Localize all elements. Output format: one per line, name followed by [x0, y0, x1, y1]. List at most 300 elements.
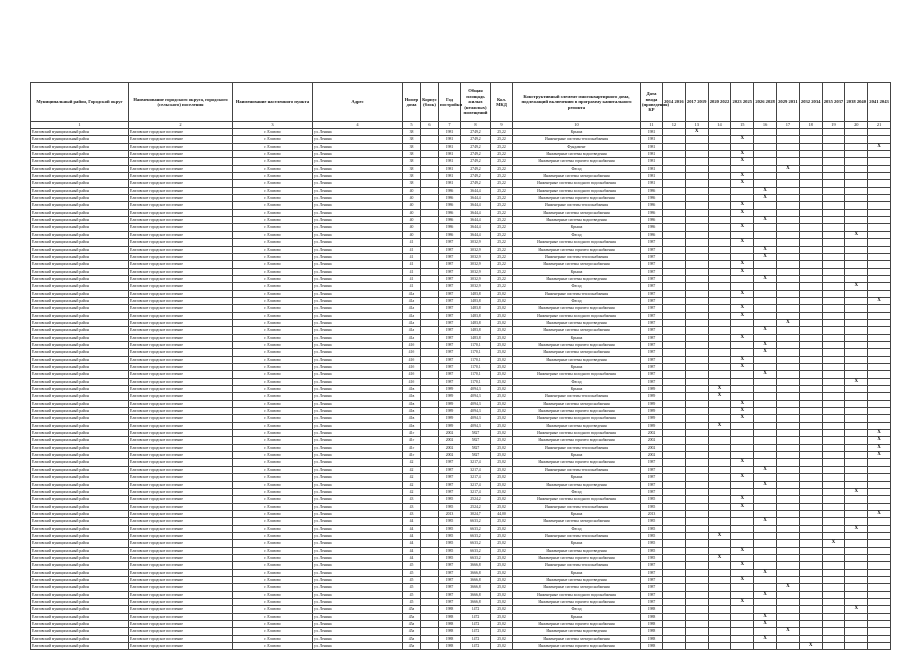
street-cell: ул. Ленина	[313, 180, 403, 187]
table-row	[31, 187, 891, 194]
period-cell	[663, 444, 686, 451]
column-header: 2038 2040	[845, 83, 868, 122]
table-row	[31, 143, 891, 150]
house-number-cell: 41а	[403, 305, 421, 312]
period-cell	[685, 452, 708, 459]
column-header: Конструктивный элемент многоквартирного дома, подлежащий включению в программу капитального ремонта	[513, 83, 641, 122]
period-cell	[868, 253, 891, 260]
period-cell	[822, 341, 845, 348]
period-cell	[822, 599, 845, 606]
period-cell	[708, 400, 731, 407]
table-row	[31, 327, 891, 334]
period-cell	[731, 327, 754, 334]
table-row	[31, 180, 891, 187]
period-cell	[799, 364, 822, 371]
street-cell: ул. Ленина	[313, 224, 403, 231]
settlement-cell: Елизовское городское поселение	[129, 547, 233, 554]
commission-date-cell: 1985	[641, 532, 663, 539]
period-cell: X	[708, 554, 731, 561]
district-cell: Елизовский муниципальный район	[31, 151, 129, 158]
block-cell	[421, 173, 439, 180]
district-cell: Елизовский муниципальный район	[31, 378, 129, 385]
period-cell	[799, 393, 822, 400]
period-cell	[822, 378, 845, 385]
period-cell	[868, 621, 891, 628]
period-cell	[663, 268, 686, 275]
period-cell	[845, 466, 868, 473]
element-cell: Инженерные системы холодного водоснабжения	[513, 312, 641, 319]
period-cell	[799, 591, 822, 598]
period-cell	[822, 187, 845, 194]
period-cell	[822, 584, 845, 591]
table-row	[31, 496, 891, 503]
house-number-cell: 38	[403, 136, 421, 143]
period-cell: X	[731, 408, 754, 415]
commission-date-cell: 1981	[641, 136, 663, 143]
period-cell	[685, 297, 708, 304]
period-cell	[799, 327, 822, 334]
area-cell: 3644,4	[461, 202, 491, 209]
period-cell	[799, 305, 822, 312]
period-cell	[776, 187, 799, 194]
period-cell: X	[731, 312, 754, 319]
block-cell	[421, 488, 439, 495]
settlement-cell: Елизовское городское поселение	[129, 202, 233, 209]
period-cell	[685, 635, 708, 642]
element-cell: Фасад	[513, 378, 641, 385]
mkd-count-cell: 25,22	[491, 129, 513, 136]
commission-date-cell: 1987	[641, 349, 663, 356]
period-cell	[776, 481, 799, 488]
locality-cell: г. Елизово	[233, 606, 313, 613]
period-cell	[754, 400, 777, 407]
street-cell: ул. Ленина	[313, 525, 403, 532]
period-cell	[685, 312, 708, 319]
block-cell	[421, 599, 439, 606]
settlement-cell: Елизовское городское поселение	[129, 503, 233, 510]
period-cell	[685, 334, 708, 341]
element-cell: Инженерные системы холодного водоснабжения	[513, 496, 641, 503]
period-cell	[845, 195, 868, 202]
mkd-count-cell: 25,22	[491, 143, 513, 150]
period-cell	[754, 540, 777, 547]
period-cell	[731, 246, 754, 253]
period-cell	[685, 283, 708, 290]
period-cell	[845, 643, 868, 650]
build-year-cell: 1985	[439, 503, 461, 510]
period-cell	[822, 129, 845, 136]
area-cell: 1170,1	[461, 378, 491, 385]
locality-cell: г. Елизово	[233, 621, 313, 628]
period-cell	[731, 165, 754, 172]
period-cell	[776, 231, 799, 238]
mkd-count-cell: 25,22	[491, 173, 513, 180]
period-cell	[754, 510, 777, 517]
block-cell	[421, 327, 439, 334]
house-number-cell: 45	[403, 591, 421, 598]
period-cell	[731, 452, 754, 459]
period-cell	[845, 312, 868, 319]
period-cell	[868, 378, 891, 385]
period-cell	[663, 540, 686, 547]
district-cell: Елизовский муниципальный район	[31, 341, 129, 348]
element-cell: Инженерные системы теплоснабжения	[513, 253, 641, 260]
period-cell	[708, 209, 731, 216]
period-cell: X	[731, 334, 754, 341]
area-cell: 4094,3	[461, 400, 491, 407]
locality-cell: г. Елизово	[233, 319, 313, 326]
period-cell	[663, 173, 686, 180]
period-cell	[868, 459, 891, 466]
settlement-cell: Елизовское городское поселение	[129, 606, 233, 613]
house-number-cell: 45а	[403, 643, 421, 650]
mkd-count-cell: 25,02	[491, 430, 513, 437]
column-number: 5	[403, 122, 421, 129]
area-cell: 5827	[461, 444, 491, 451]
period-cell	[868, 635, 891, 642]
element-cell: Крыша	[513, 364, 641, 371]
table-row	[31, 444, 891, 451]
area-cell: 1483,8	[461, 297, 491, 304]
element-cell: Фасад	[513, 488, 641, 495]
district-cell: Елизовский муниципальный район	[31, 364, 129, 371]
period-cell	[868, 364, 891, 371]
element-cell: Инженерные системы теплоснабжения	[513, 562, 641, 569]
period-cell	[663, 422, 686, 429]
locality-cell: г. Елизово	[233, 540, 313, 547]
commission-date-cell: 1988	[641, 606, 663, 613]
period-cell	[868, 386, 891, 393]
build-year-cell: 1987	[439, 283, 461, 290]
commission-date-cell: 1981	[641, 173, 663, 180]
table-row	[31, 246, 891, 253]
mkd-count-cell: 25,02	[491, 576, 513, 583]
build-year-cell: 1981	[439, 151, 461, 158]
locality-cell: г. Елизово	[233, 356, 313, 363]
district-cell: Елизовский муниципальный район	[31, 430, 129, 437]
period-cell	[776, 356, 799, 363]
period-cell	[685, 341, 708, 348]
area-cell: 1483,8	[461, 312, 491, 319]
block-cell	[421, 532, 439, 539]
build-year-cell: 1987	[439, 319, 461, 326]
mkd-count-cell: 25,02	[491, 349, 513, 356]
period-cell	[685, 562, 708, 569]
period-cell	[845, 305, 868, 312]
build-year-cell: 1987	[439, 239, 461, 246]
commission-date-cell: 1987	[641, 305, 663, 312]
district-cell: Елизовский муниципальный район	[31, 312, 129, 319]
commission-date-cell: 1985	[641, 496, 663, 503]
period-cell	[799, 635, 822, 642]
period-cell	[822, 231, 845, 238]
period-cell	[708, 452, 731, 459]
area-cell: 1483,8	[461, 319, 491, 326]
build-year-cell: 1987	[439, 591, 461, 598]
commission-date-cell: 1987	[641, 312, 663, 319]
period-cell	[845, 202, 868, 209]
period-cell	[868, 327, 891, 334]
period-cell	[776, 341, 799, 348]
area-cell: 1472	[461, 613, 491, 620]
period-cell	[663, 408, 686, 415]
house-number-cell: 38	[403, 180, 421, 187]
block-cell	[421, 180, 439, 187]
period-cell	[708, 496, 731, 503]
build-year-cell: 1986	[439, 195, 461, 202]
column-number: 9	[491, 122, 513, 129]
period-cell	[754, 547, 777, 554]
block-cell	[421, 554, 439, 561]
period-cell	[708, 437, 731, 444]
house-number-cell: 38	[403, 165, 421, 172]
settlement-cell: Елизовское городское поселение	[129, 231, 233, 238]
block-cell	[421, 202, 439, 209]
period-cell	[845, 591, 868, 598]
block-cell	[421, 319, 439, 326]
block-cell	[421, 569, 439, 576]
settlement-cell: Елизовское городское поселение	[129, 327, 233, 334]
column-header: Кол. МКД	[491, 83, 513, 122]
period-cell	[776, 569, 799, 576]
commission-date-cell: 1987	[641, 599, 663, 606]
period-cell	[845, 518, 868, 525]
locality-cell: г. Елизово	[233, 158, 313, 165]
period-cell	[822, 253, 845, 260]
settlement-cell: Елизовское городское поселение	[129, 481, 233, 488]
table-row	[31, 518, 891, 525]
period-cell	[845, 430, 868, 437]
period-cell: X	[731, 562, 754, 569]
period-cell	[799, 466, 822, 473]
period-cell	[663, 341, 686, 348]
area-cell: 3032,9	[461, 275, 491, 282]
mkd-count-cell: 25,22	[491, 224, 513, 231]
locality-cell: г. Елизово	[233, 334, 313, 341]
period-cell	[799, 422, 822, 429]
table-row	[31, 129, 891, 136]
period-cell	[708, 364, 731, 371]
mkd-count-cell: 25,02	[491, 437, 513, 444]
period-cell	[799, 459, 822, 466]
settlement-cell: Елизовское городское поселение	[129, 158, 233, 165]
period-cell: X	[731, 474, 754, 481]
table-row	[31, 628, 891, 635]
area-cell: 3644,4	[461, 217, 491, 224]
period-cell	[754, 393, 777, 400]
period-cell	[754, 261, 777, 268]
locality-cell: г. Елизово	[233, 393, 313, 400]
period-cell	[868, 540, 891, 547]
period-cell	[868, 231, 891, 238]
period-cell	[845, 562, 868, 569]
period-cell	[754, 312, 777, 319]
locality-cell: г. Елизово	[233, 187, 313, 194]
locality-cell: г. Елизово	[233, 481, 313, 488]
period-cell: X	[708, 422, 731, 429]
period-cell	[754, 202, 777, 209]
period-cell	[685, 319, 708, 326]
street-cell: ул. Ленина	[313, 643, 403, 650]
period-cell	[754, 474, 777, 481]
period-cell	[776, 547, 799, 554]
area-cell: 5827	[461, 452, 491, 459]
area-cell: 3666,8	[461, 569, 491, 576]
block-cell	[421, 136, 439, 143]
district-cell: Елизовский муниципальный район	[31, 525, 129, 532]
period-cell	[685, 481, 708, 488]
period-cell	[845, 319, 868, 326]
house-number-cell: 41б	[403, 341, 421, 348]
element-cell: Инженерные системы холодного водоснабжения	[513, 371, 641, 378]
build-year-cell: 1981	[439, 173, 461, 180]
locality-cell: г. Елизово	[233, 591, 313, 598]
period-cell	[754, 364, 777, 371]
period-cell	[663, 628, 686, 635]
house-number-cell: 44	[403, 554, 421, 561]
house-number-cell: 41а	[403, 334, 421, 341]
period-cell	[663, 195, 686, 202]
element-cell: Инженерные системы электроснабжения	[513, 173, 641, 180]
period-cell	[708, 569, 731, 576]
build-year-cell: 1986	[439, 187, 461, 194]
period-cell	[663, 239, 686, 246]
commission-date-cell: 1988	[641, 621, 663, 628]
table-header	[31, 83, 891, 129]
period-cell	[685, 510, 708, 517]
settlement-cell: Елизовское городское поселение	[129, 378, 233, 385]
commission-date-cell: 1987	[641, 246, 663, 253]
commission-date-cell: 1987	[641, 275, 663, 282]
block-cell	[421, 224, 439, 231]
table-row	[31, 173, 891, 180]
element-cell: Инженерные системы водоотведения	[513, 481, 641, 488]
period-cell	[799, 341, 822, 348]
table-row	[31, 364, 891, 371]
period-cell	[708, 621, 731, 628]
period-cell	[868, 187, 891, 194]
district-cell: Елизовский муниципальный район	[31, 253, 129, 260]
build-year-cell: 1986	[439, 231, 461, 238]
period-cell	[845, 327, 868, 334]
settlement-cell: Елизовское городское поселение	[129, 599, 233, 606]
mkd-count-cell: 25,02	[491, 297, 513, 304]
period-cell	[799, 378, 822, 385]
period-cell	[663, 297, 686, 304]
period-cell	[685, 305, 708, 312]
table-row	[31, 635, 891, 642]
block-cell	[421, 422, 439, 429]
period-cell	[731, 187, 754, 194]
district-cell: Елизовский муниципальный район	[31, 305, 129, 312]
area-cell: 1170,1	[461, 364, 491, 371]
table-row	[31, 466, 891, 473]
period-cell	[776, 224, 799, 231]
element-cell: Инженерные системы горячего водоснабжения	[513, 621, 641, 628]
commission-date-cell: 1988	[641, 643, 663, 650]
period-cell	[822, 209, 845, 216]
period-cell	[845, 297, 868, 304]
district-cell: Елизовский муниципальный район	[31, 466, 129, 473]
period-cell	[708, 283, 731, 290]
period-cell	[708, 415, 731, 422]
table-row	[31, 224, 891, 231]
settlement-cell: Елизовское городское поселение	[129, 643, 233, 650]
house-number-cell: 38	[403, 151, 421, 158]
element-cell: Крыша	[513, 569, 641, 576]
locality-cell: г. Елизово	[233, 136, 313, 143]
area-cell: 6633,2	[461, 525, 491, 532]
period-cell	[685, 474, 708, 481]
mkd-count-cell: 25,02	[491, 393, 513, 400]
build-year-cell: 1987	[439, 246, 461, 253]
build-year-cell: 1987	[439, 466, 461, 473]
commission-date-cell: 1985	[641, 518, 663, 525]
period-cell: X	[754, 569, 777, 576]
period-cell	[708, 327, 731, 334]
period-cell	[754, 268, 777, 275]
period-cell	[822, 319, 845, 326]
area-cell: 1170,1	[461, 356, 491, 363]
settlement-cell: Елизовское городское поселение	[129, 143, 233, 150]
block-cell	[421, 408, 439, 415]
house-number-cell: 41а	[403, 319, 421, 326]
period-cell	[776, 143, 799, 150]
period-cell	[799, 136, 822, 143]
column-header: Корпус (блок)	[421, 83, 439, 122]
table-row	[31, 422, 891, 429]
table-row	[31, 525, 891, 532]
block-cell	[421, 584, 439, 591]
district-cell: Елизовский муниципальный район	[31, 643, 129, 650]
locality-cell: г. Елизово	[233, 231, 313, 238]
locality-cell: г. Елизово	[233, 547, 313, 554]
table-row	[31, 349, 891, 356]
period-cell	[663, 562, 686, 569]
street-cell: ул. Ленина	[313, 349, 403, 356]
period-cell	[845, 341, 868, 348]
column-number: 14	[708, 122, 731, 129]
column-number: 4	[313, 122, 403, 129]
table-row	[31, 554, 891, 561]
mkd-count-cell: 25,02	[491, 452, 513, 459]
period-cell	[776, 261, 799, 268]
period-cell	[822, 400, 845, 407]
area-cell: 4094,3	[461, 415, 491, 422]
column-header: 2014 2016	[663, 83, 686, 122]
area-cell: 3644,4	[461, 209, 491, 216]
element-cell: Инженерные системы электроснабжения	[513, 635, 641, 642]
period-cell: X	[845, 606, 868, 613]
house-number-cell: 38	[403, 129, 421, 136]
settlement-cell: Елизовское городское поселение	[129, 466, 233, 473]
district-cell: Елизовский муниципальный район	[31, 283, 129, 290]
period-cell	[822, 496, 845, 503]
period-cell	[663, 415, 686, 422]
period-cell	[776, 275, 799, 282]
block-cell	[421, 209, 439, 216]
period-cell	[731, 481, 754, 488]
period-cell	[776, 422, 799, 429]
table-row	[31, 297, 891, 304]
mkd-count-cell: 25,02	[491, 628, 513, 635]
commission-date-cell: 2002	[641, 452, 663, 459]
house-number-cell: 41	[403, 275, 421, 282]
period-cell	[708, 430, 731, 437]
build-year-cell: 1987	[439, 562, 461, 569]
period-cell	[776, 246, 799, 253]
period-cell	[754, 378, 777, 385]
